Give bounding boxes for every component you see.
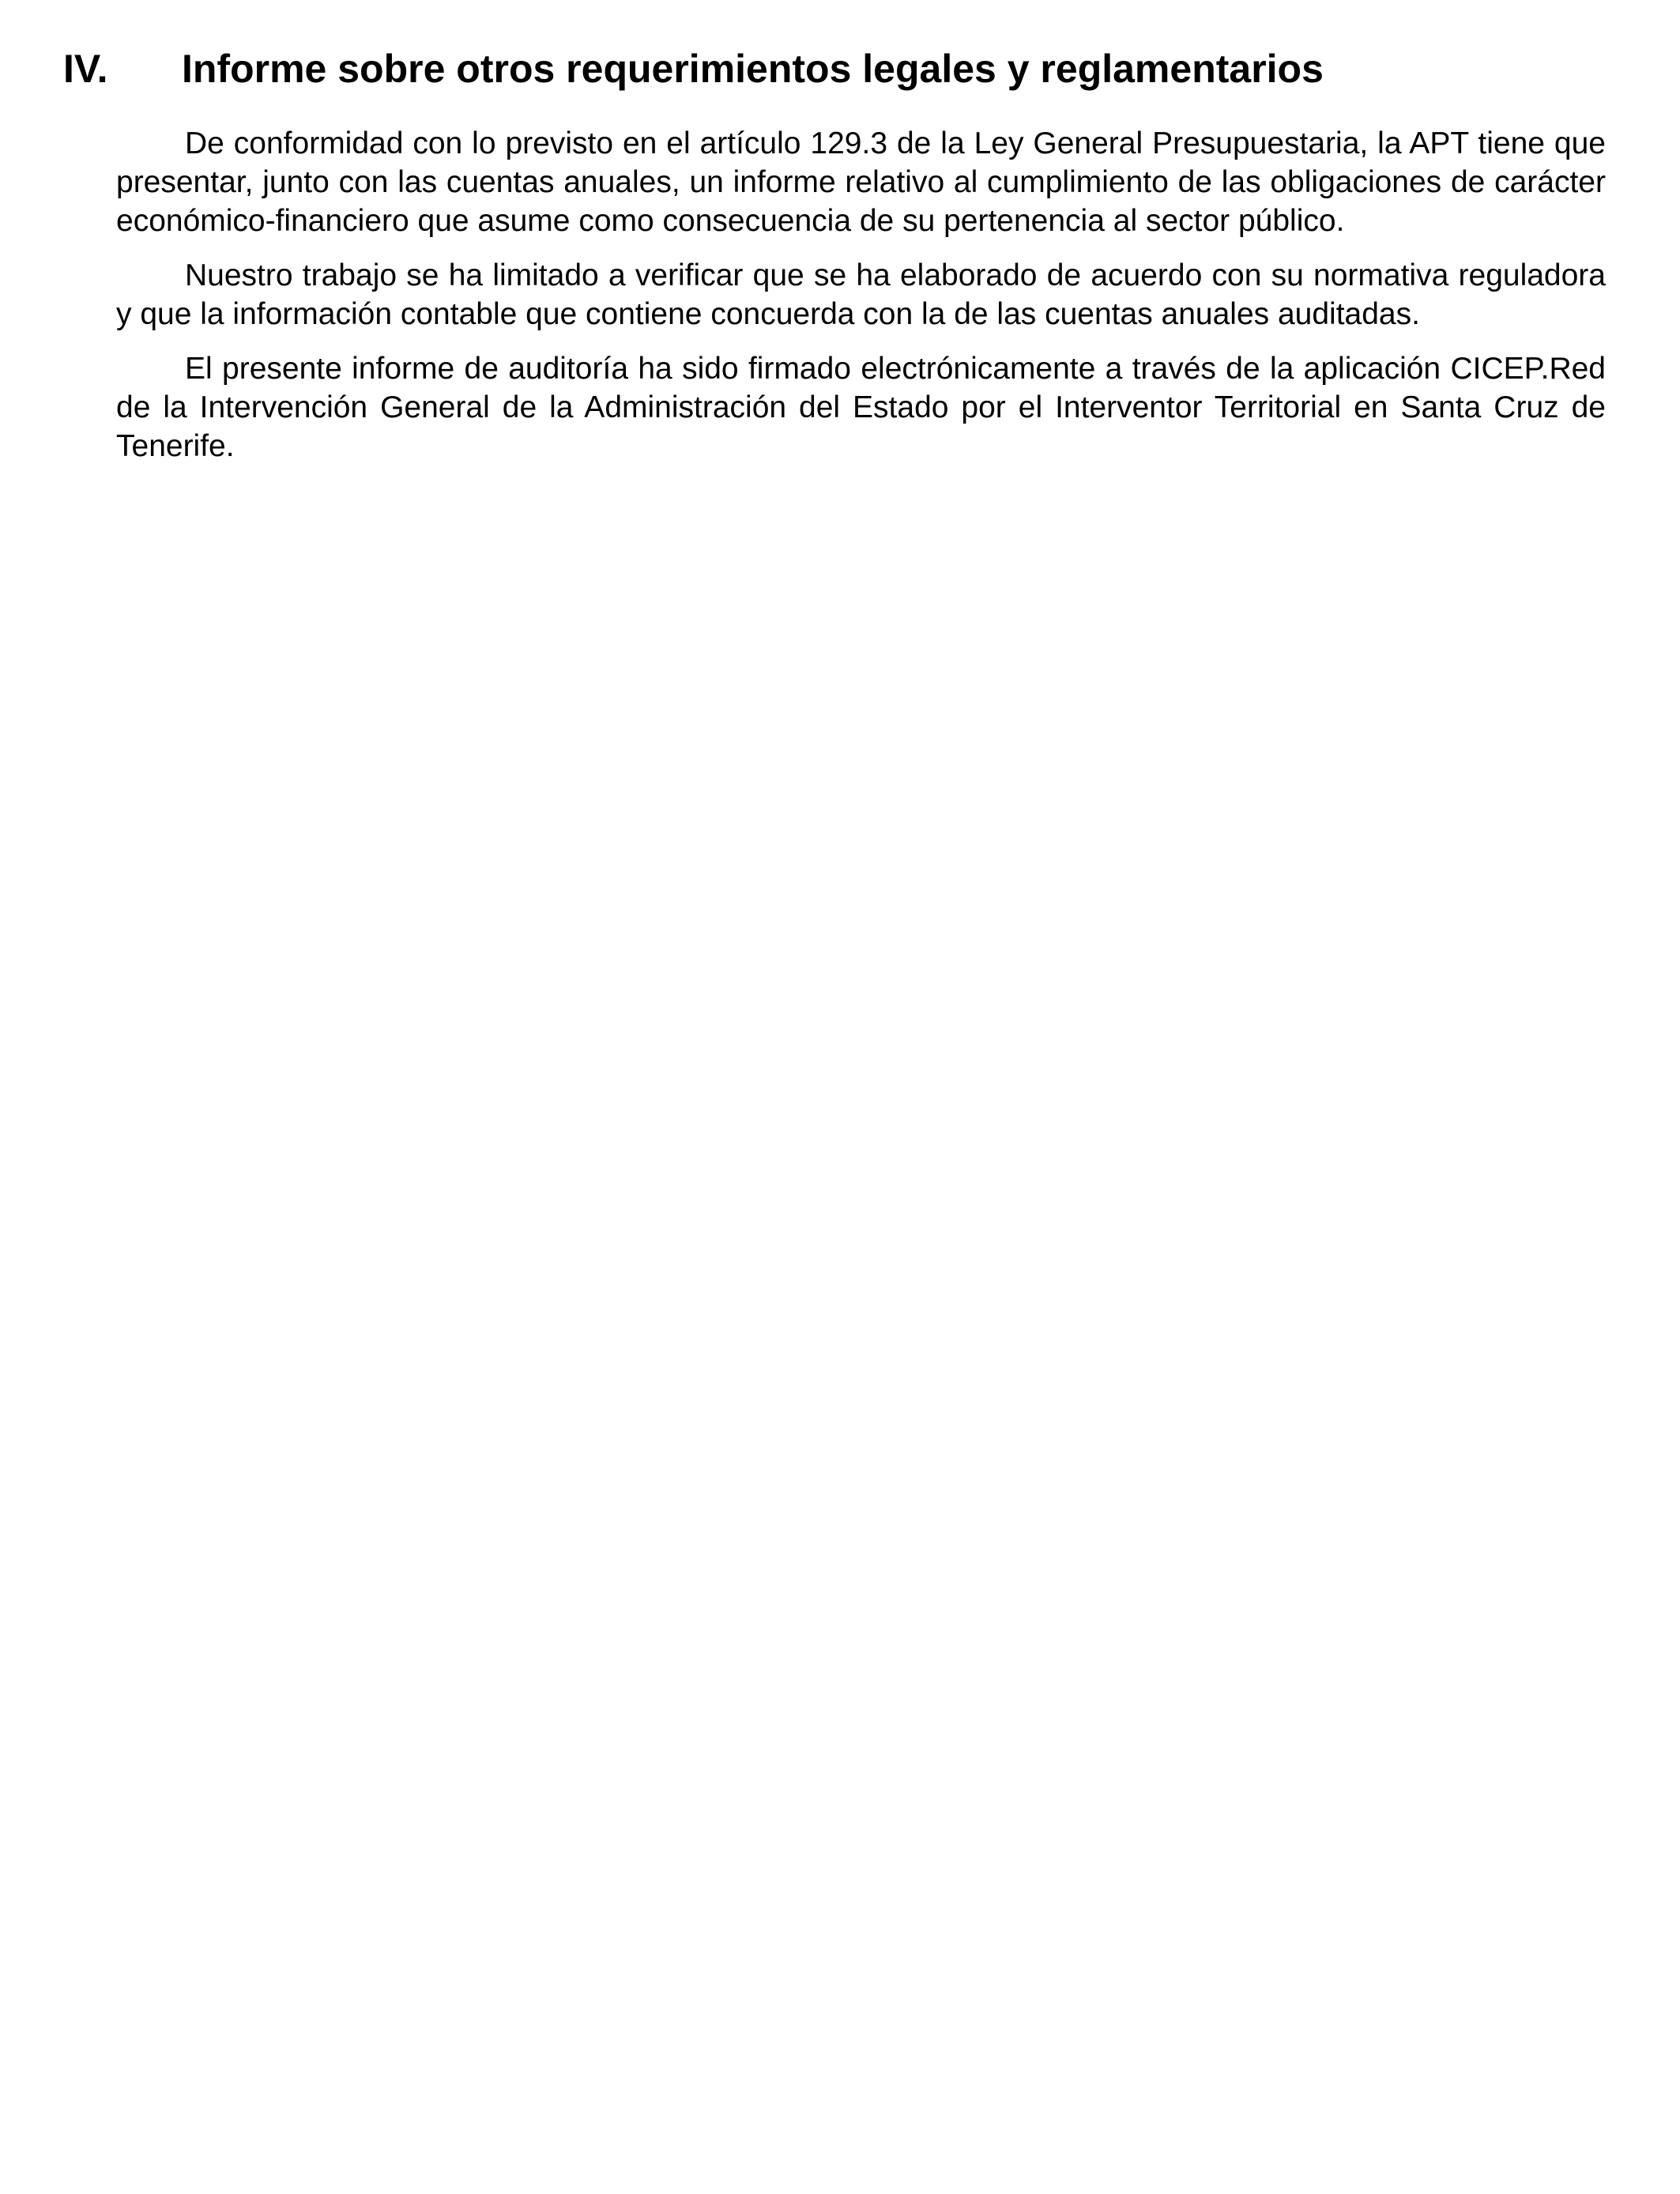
section-heading	[63, 41, 1612, 96]
paragraph-legal-basis: De conformidad con lo previsto en el artículo 129.3 de la Ley General Presupuestaria, la APT tiene que presentar, junto con las cuentas anuales, un informe relativo al cumplimiento de las obligaciones de carácter económico-financiero que asume como consecuencia de su pertenencia al sector público.	[116, 126, 1606, 238]
section-body	[116, 124, 1606, 481]
paragraph-electronic-signature: El presente informe de auditoría ha sido firmado electrónicamente a través de la aplicación CICEP.Red de la Intervención General de la Administración del Estado por el Interventor Territorial en Santa Cruz de Tenerife.	[116, 352, 1606, 463]
section-title: Informe sobre otros requerimientos legales y reglamentarios	[182, 46, 1324, 91]
paragraph-scope-of-work: Nuestro trabajo se ha limitado a verificar que se ha elaborado de acuerdo con su normativa reguladora y que la información contable que contiene concuerda con la de las cuentas anuales auditadas.	[116, 258, 1606, 331]
section-number: IV.	[63, 46, 108, 91]
